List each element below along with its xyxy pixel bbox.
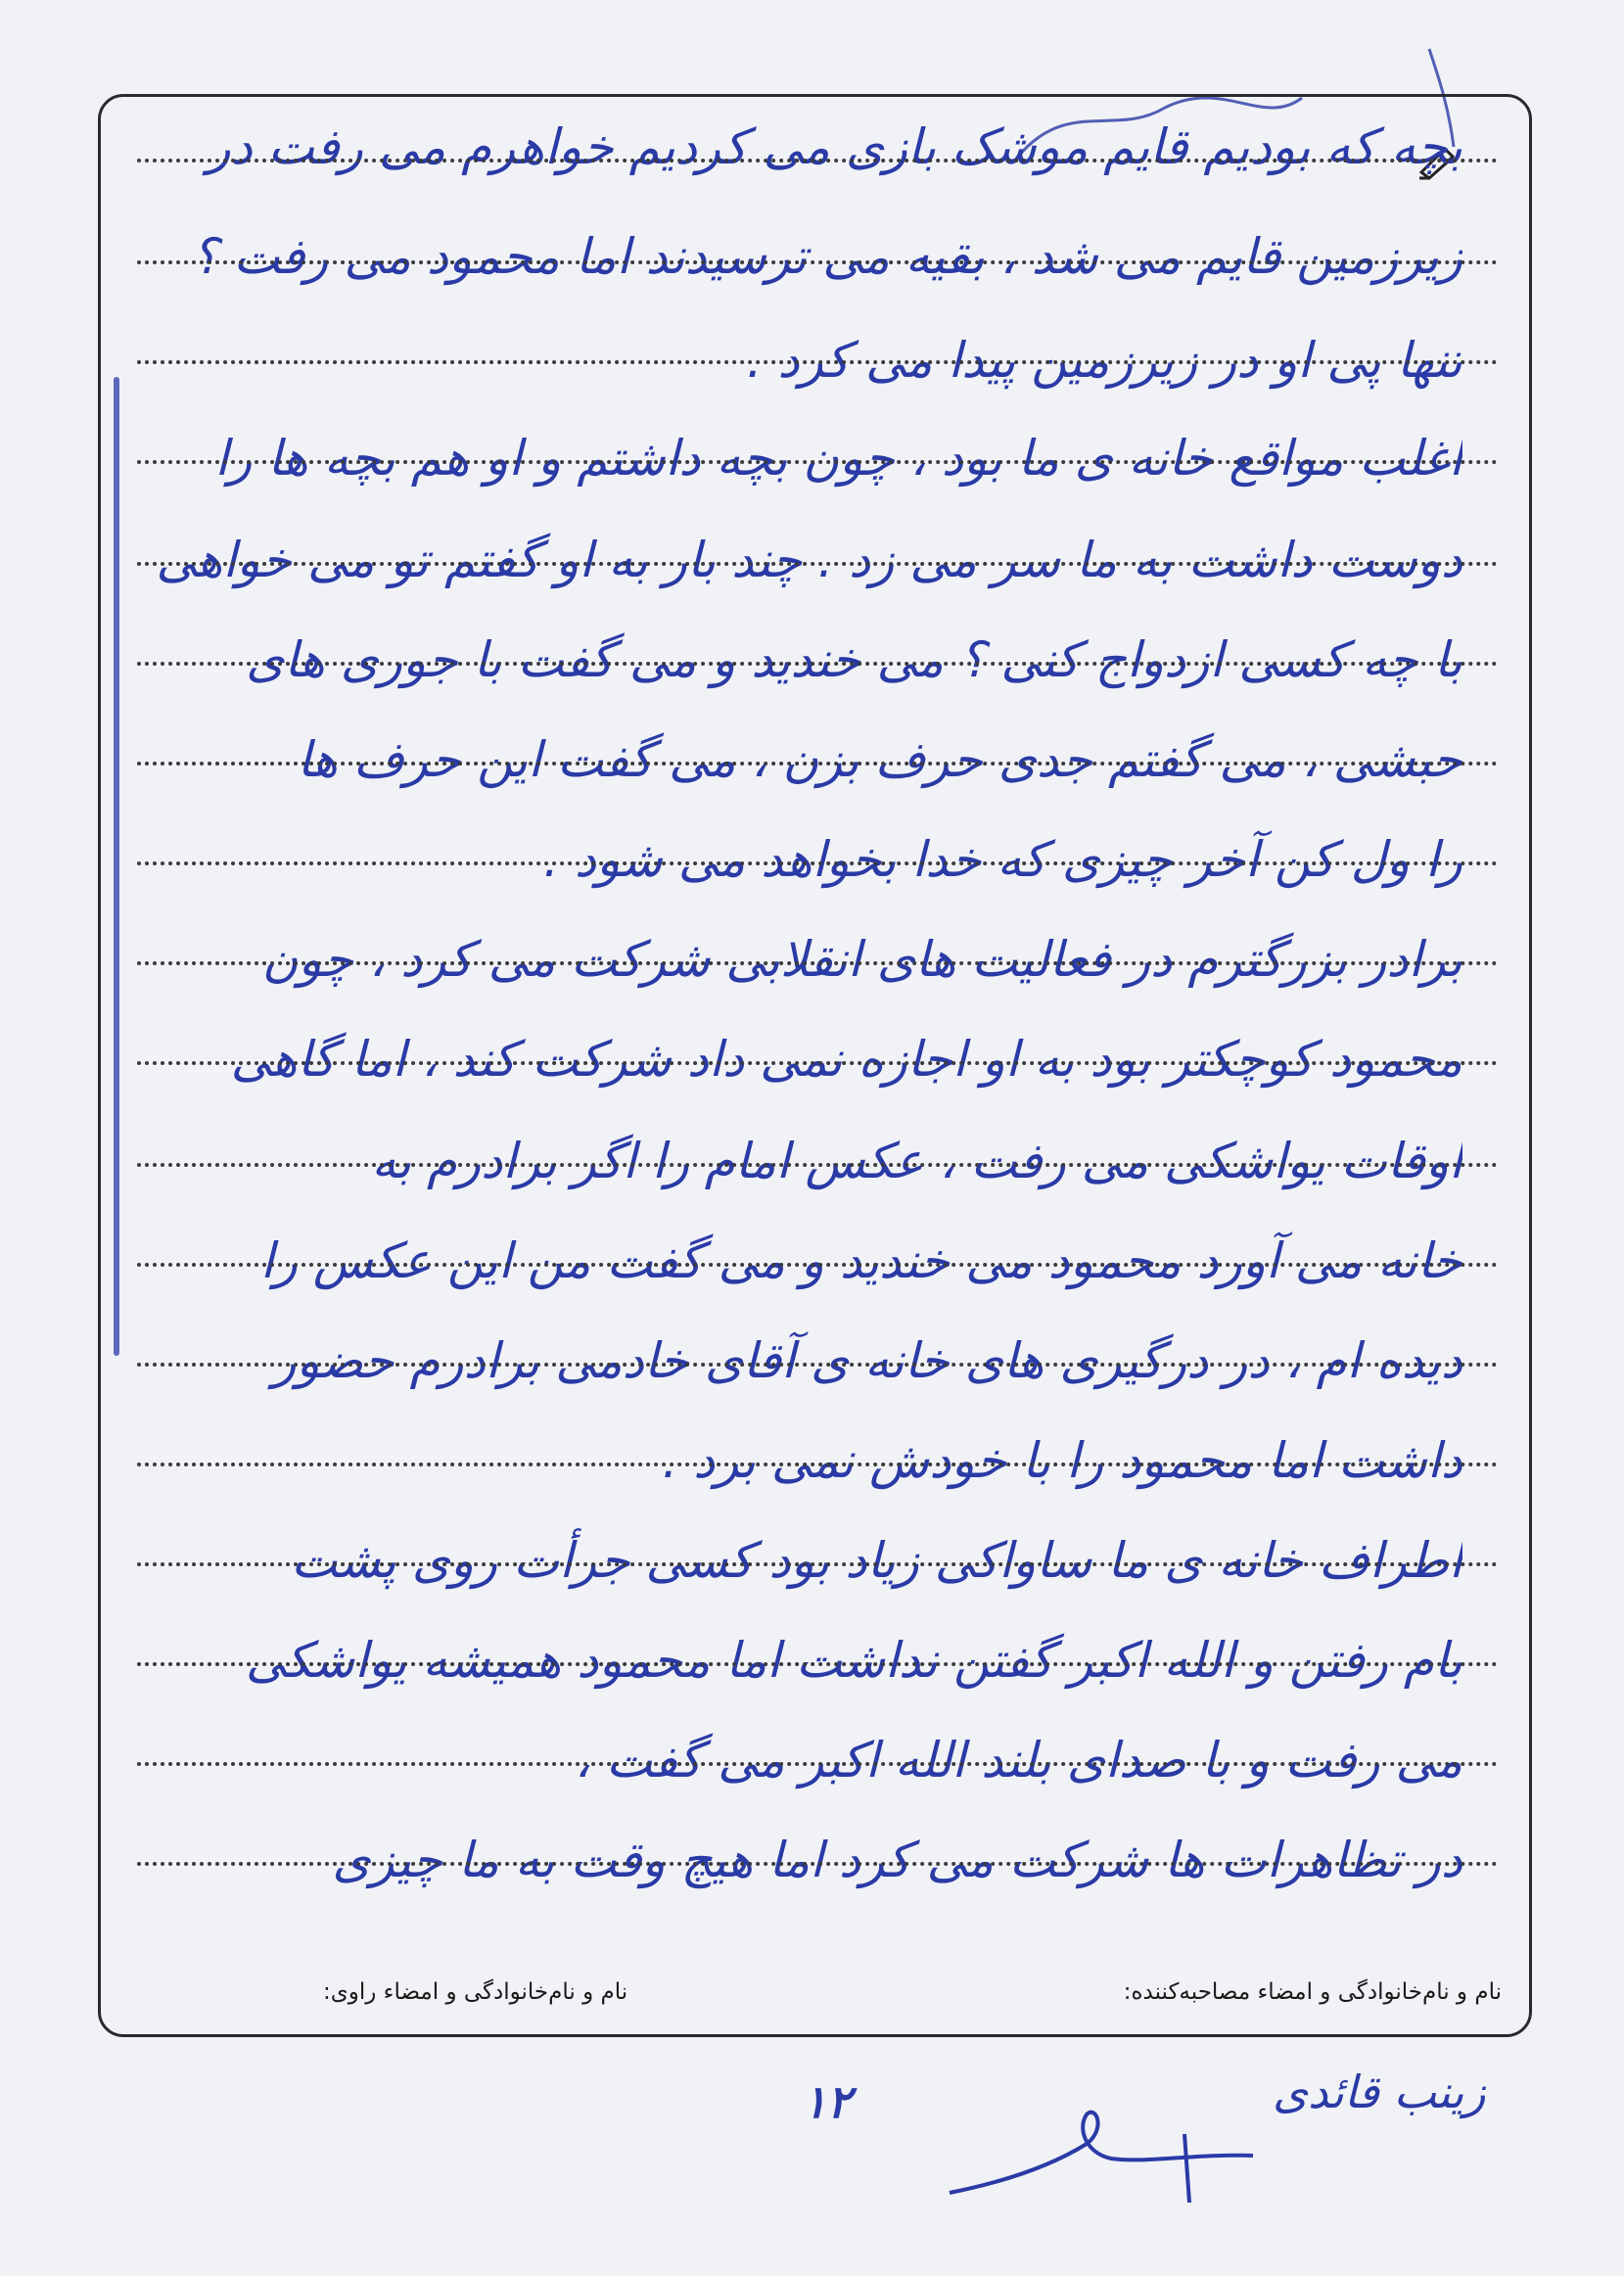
ruled-line	[137, 861, 1498, 865]
ruled-line	[137, 1061, 1498, 1065]
narrator-name: زینب قائدی	[1273, 2066, 1486, 2118]
handwritten-line: دیده ام ، در درگیری های خانه ی آقای خادمی برادرم حضور	[272, 1332, 1462, 1389]
ruled-line	[137, 562, 1498, 566]
ruled-line	[137, 1363, 1498, 1367]
handwritten-line: خانه می آورد محمود می خندید و می گفت من این عکس را	[259, 1232, 1462, 1289]
handwritten-line: در تظاهرات ها شرکت می کرد اما هیچ وقت به ما چیزی	[332, 1832, 1462, 1888]
handwritten-line: اوقات یواشکی می رفت ، عکس امام را اگر برادرم به	[371, 1133, 1462, 1189]
handwritten-line: دوست داشت به ما سر می زد . چند بار به او گفتم تو می خواهی	[156, 532, 1462, 588]
ruled-line	[137, 1662, 1498, 1666]
handwritten-line: با چه کسی ازدواج کنی ؟ می خندید و می گفت با جوری های	[246, 631, 1462, 688]
handwritten-line: داشت اما محمود را با خودش نمی برد .	[662, 1432, 1462, 1489]
ruled-line	[137, 1862, 1498, 1866]
handwritten-line: می رفت و با صدای بلند الله اکبر می گفت ،	[574, 1732, 1462, 1788]
handwritten-line: حبشی ، می گفتم جدی حرف بزن ، می گفت این حرف ها	[297, 731, 1462, 788]
ruled-line	[137, 1562, 1498, 1566]
signature-icon	[940, 2075, 1263, 2212]
ruled-line	[137, 762, 1498, 766]
interviewer-signature-label: نام و نام‌خانوادگی و امضاء مصاحبه‌کننده:	[1123, 1979, 1502, 2005]
handwritten-line: را ول کن آخر چیزی که خدا بخواهد می شود .	[543, 831, 1462, 888]
handwritten-line: برادر بزرگترم در فعالیت های انقلابی شرکت می کرد ، چون	[261, 931, 1462, 988]
ruled-line	[137, 159, 1498, 163]
ruled-line	[137, 961, 1498, 965]
handwritten-line: تنها پی او در زیرزمین پیدا می کرد .	[746, 332, 1462, 389]
handwritten-line: بام رفتن و الله اکبر گفتن نداشت اما محمود همیشه یواشکی	[245, 1632, 1462, 1689]
ruled-line	[137, 1762, 1498, 1766]
page-number: ۱۲	[803, 2075, 852, 2128]
ruled-line	[137, 360, 1498, 364]
handwritten-line: اغلب مواقع خانه ی ما بود ، چون بچه داشتم و او هم بچه ها را	[214, 430, 1462, 487]
handwritten-line: بچه که بودیم قایم موشک بازی می کردیم خواهرم می رفت در	[207, 118, 1462, 175]
ruled-line	[137, 1263, 1498, 1267]
ruled-line	[137, 260, 1498, 264]
ruled-line	[137, 1463, 1498, 1466]
ruled-line	[137, 460, 1498, 464]
ruled-line	[137, 662, 1498, 666]
handwritten-line: اطراف خانه ی ما ساواکی زیاد بود کسی جرأت روی پشت	[291, 1532, 1462, 1589]
narrator-signature-label: نام و نام‌خانوادگی و امضاء راوی:	[323, 1979, 628, 2005]
handwritten-line: محمود کوچکتر بود به او اجازه نمی داد شرکت کند ، اما گاهی	[230, 1031, 1462, 1088]
handwritten-line: زیرزمین قایم می شد ، بقیه می ترسیدند اما محمود می رفت ؟	[191, 228, 1462, 285]
ruled-line	[137, 1163, 1498, 1167]
